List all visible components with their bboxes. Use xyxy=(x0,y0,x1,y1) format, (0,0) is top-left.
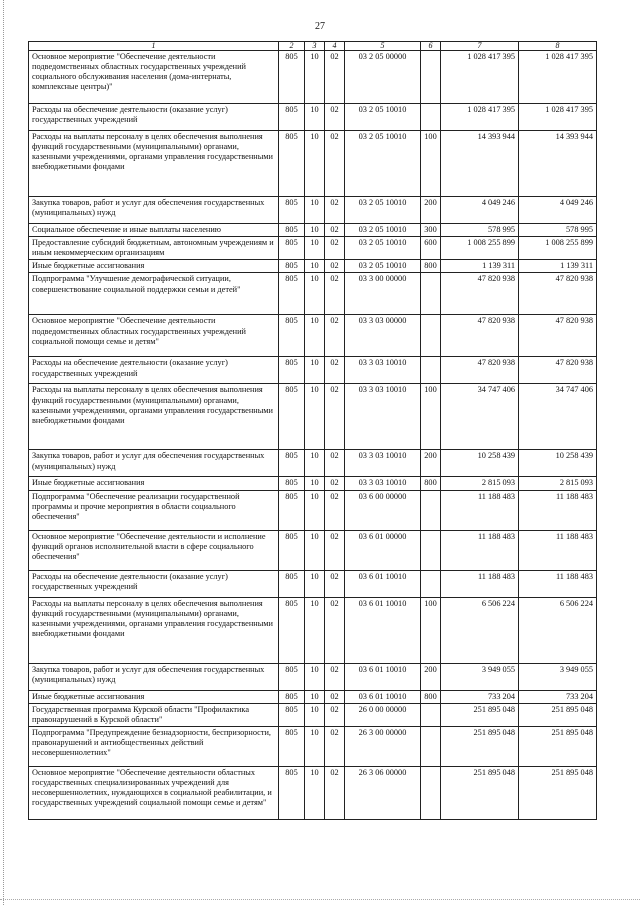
row-grbs: 805 xyxy=(279,357,305,384)
row-section: 10 xyxy=(305,570,325,597)
row-expense-type xyxy=(421,51,441,104)
row-name: Подпрограмма "Обеспечение реализации государственной программы и прочие мероприятия в области социального обеспечения" xyxy=(29,490,279,530)
row-subsection: 02 xyxy=(325,663,345,690)
row-subsection: 02 xyxy=(325,51,345,104)
row-amount-year1: 10 258 439 xyxy=(441,450,519,477)
row-subsection: 02 xyxy=(325,315,345,357)
row-target-article: 26 3 06 00000 xyxy=(345,766,421,819)
column-header: 6 xyxy=(421,42,441,51)
row-target-article: 03 3 03 10010 xyxy=(345,477,421,490)
table-row xyxy=(29,104,597,131)
table-row xyxy=(29,197,597,224)
row-amount-year1: 6 506 224 xyxy=(441,597,519,663)
row-amount-year1: 47 820 938 xyxy=(441,315,519,357)
row-grbs: 805 xyxy=(279,477,305,490)
row-name: Основное мероприятие "Обеспечение деятельности областных государственных специализированных учреждений для несовершеннолетних, нуждающихся в социальной реабилитации, и государственных учреждений социальной помощи семье и детям" xyxy=(29,766,279,819)
row-name: Предоставление субсидий бюджетным, автономным учреждениям и иным некоммерческим организациям xyxy=(29,237,279,260)
row-name: Закупка товаров, работ и услуг для обеспечения государственных (муниципальных) нужд xyxy=(29,663,279,690)
row-name: Социальное обеспечение и иные выплаты населению xyxy=(29,224,279,237)
scan-edge-line xyxy=(3,0,4,905)
row-target-article: 03 2 05 10010 xyxy=(345,104,421,131)
row-amount-year2: 1 028 417 395 xyxy=(519,104,597,131)
row-amount-year2: 733 204 xyxy=(519,690,597,703)
row-section: 10 xyxy=(305,224,325,237)
row-subsection: 02 xyxy=(325,490,345,530)
row-target-article: 03 2 05 10010 xyxy=(345,237,421,260)
row-amount-year2: 10 258 439 xyxy=(519,450,597,477)
row-expense-type xyxy=(421,726,441,766)
table-row xyxy=(29,726,597,766)
row-grbs: 805 xyxy=(279,384,305,450)
row-expense-type: 200 xyxy=(421,450,441,477)
row-expense-type xyxy=(421,570,441,597)
column-header: 5 xyxy=(345,42,421,51)
row-section: 10 xyxy=(305,530,325,570)
row-name: Иные бюджетные ассигнования xyxy=(29,477,279,490)
column-header: 7 xyxy=(441,42,519,51)
row-expense-type: 800 xyxy=(421,690,441,703)
row-target-article: 03 3 03 00000 xyxy=(345,315,421,357)
row-expense-type xyxy=(421,530,441,570)
table-row xyxy=(29,690,597,703)
row-target-article: 03 2 05 00000 xyxy=(345,51,421,104)
row-section: 10 xyxy=(305,450,325,477)
table-row xyxy=(29,597,597,663)
row-grbs: 805 xyxy=(279,597,305,663)
row-target-article: 03 6 00 00000 xyxy=(345,490,421,530)
row-name: Расходы на обеспечение деятельности (оказание услуг) государственных учреждений xyxy=(29,357,279,384)
row-subsection: 02 xyxy=(325,273,345,315)
column-header: 8 xyxy=(519,42,597,51)
row-target-article: 03 2 05 10010 xyxy=(345,131,421,197)
row-name: Подпрограмма "Предупреждение безнадзорности, беспризорности, правонарушений и антиобщественных действий несовершеннолетних" xyxy=(29,726,279,766)
row-name: Расходы на обеспечение деятельности (оказание услуг) государственных учреждений xyxy=(29,570,279,597)
row-amount-year2: 578 995 xyxy=(519,224,597,237)
row-subsection: 02 xyxy=(325,224,345,237)
row-name: Закупка товаров, работ и услуг для обеспечения государственных (муниципальных) нужд xyxy=(29,197,279,224)
row-section: 10 xyxy=(305,490,325,530)
row-grbs: 805 xyxy=(279,237,305,260)
row-grbs: 805 xyxy=(279,315,305,357)
row-name: Иные бюджетные ассигнования xyxy=(29,690,279,703)
row-target-article: 03 6 01 10010 xyxy=(345,663,421,690)
row-section: 10 xyxy=(305,597,325,663)
column-header: 2 xyxy=(279,42,305,51)
table-row xyxy=(29,663,597,690)
row-subsection: 02 xyxy=(325,450,345,477)
row-expense-type: 300 xyxy=(421,224,441,237)
row-grbs: 805 xyxy=(279,197,305,224)
row-amount-year2: 3 949 055 xyxy=(519,663,597,690)
row-amount-year1: 4 049 246 xyxy=(441,197,519,224)
row-section: 10 xyxy=(305,104,325,131)
row-amount-year2: 47 820 938 xyxy=(519,315,597,357)
row-amount-year1: 47 820 938 xyxy=(441,273,519,315)
row-amount-year1: 11 188 483 xyxy=(441,490,519,530)
row-section: 10 xyxy=(305,197,325,224)
row-amount-year2: 2 815 093 xyxy=(519,477,597,490)
row-section: 10 xyxy=(305,51,325,104)
row-subsection: 02 xyxy=(325,690,345,703)
row-section: 10 xyxy=(305,357,325,384)
row-grbs: 805 xyxy=(279,703,305,726)
row-target-article: 03 2 05 10010 xyxy=(345,224,421,237)
row-amount-year1: 3 949 055 xyxy=(441,663,519,690)
row-subsection: 02 xyxy=(325,384,345,450)
row-amount-year2: 34 747 406 xyxy=(519,384,597,450)
row-subsection: 02 xyxy=(325,703,345,726)
row-amount-year1: 251 895 048 xyxy=(441,703,519,726)
row-name: Расходы на выплаты персоналу в целях обеспечения выполнения функций государственными (муниципальными) органами, казенными учреждениями, органами управления государственными внебюджетными фондами xyxy=(29,597,279,663)
table-row xyxy=(29,450,597,477)
row-amount-year2: 1 008 255 899 xyxy=(519,237,597,260)
row-amount-year2: 251 895 048 xyxy=(519,766,597,819)
row-amount-year1: 1 028 417 395 xyxy=(441,104,519,131)
row-amount-year2: 11 188 483 xyxy=(519,570,597,597)
row-target-article: 03 3 03 10010 xyxy=(345,450,421,477)
row-subsection: 02 xyxy=(325,570,345,597)
row-subsection: 02 xyxy=(325,766,345,819)
row-expense-type xyxy=(421,273,441,315)
row-amount-year2: 11 188 483 xyxy=(519,490,597,530)
row-grbs: 805 xyxy=(279,726,305,766)
row-amount-year1: 14 393 944 xyxy=(441,131,519,197)
row-grbs: 805 xyxy=(279,690,305,703)
row-section: 10 xyxy=(305,766,325,819)
row-amount-year2: 251 895 048 xyxy=(519,703,597,726)
table-row xyxy=(29,260,597,273)
column-header: 1 xyxy=(29,42,279,51)
row-amount-year2: 1 139 311 xyxy=(519,260,597,273)
row-amount-year1: 11 188 483 xyxy=(441,570,519,597)
table-row xyxy=(29,237,597,260)
row-amount-year1: 1 008 255 899 xyxy=(441,237,519,260)
row-subsection: 02 xyxy=(325,530,345,570)
row-target-article: 03 6 01 10010 xyxy=(345,570,421,597)
table-row xyxy=(29,131,597,197)
row-expense-type xyxy=(421,703,441,726)
row-section: 10 xyxy=(305,315,325,357)
row-name: Расходы на обеспечение деятельности (оказание услуг) государственных учреждений xyxy=(29,104,279,131)
row-expense-type: 800 xyxy=(421,260,441,273)
row-subsection: 02 xyxy=(325,197,345,224)
row-amount-year1: 251 895 048 xyxy=(441,726,519,766)
row-subsection: 02 xyxy=(325,131,345,197)
row-expense-type xyxy=(421,315,441,357)
table-row xyxy=(29,357,597,384)
row-expense-type: 800 xyxy=(421,477,441,490)
row-target-article: 03 3 03 10010 xyxy=(345,357,421,384)
row-expense-type xyxy=(421,766,441,819)
row-target-article: 26 0 00 00000 xyxy=(345,703,421,726)
row-grbs: 805 xyxy=(279,450,305,477)
row-name: Государственная программа Курской области "Профилактика правонарушений в Курской области" xyxy=(29,703,279,726)
row-grbs: 805 xyxy=(279,131,305,197)
row-amount-year1: 578 995 xyxy=(441,224,519,237)
row-grbs: 805 xyxy=(279,51,305,104)
row-name: Закупка товаров, работ и услуг для обеспечения государственных (муниципальных) нужд xyxy=(29,450,279,477)
budget-table xyxy=(28,41,597,820)
row-section: 10 xyxy=(305,690,325,703)
row-expense-type: 100 xyxy=(421,384,441,450)
row-name: Иные бюджетные ассигнования xyxy=(29,260,279,273)
row-section: 10 xyxy=(305,260,325,273)
row-expense-type xyxy=(421,104,441,131)
table-row xyxy=(29,530,597,570)
row-subsection: 02 xyxy=(325,104,345,131)
row-section: 10 xyxy=(305,703,325,726)
row-grbs: 805 xyxy=(279,224,305,237)
row-target-article: 03 2 05 10010 xyxy=(345,197,421,224)
row-target-article: 03 6 01 00000 xyxy=(345,530,421,570)
row-grbs: 805 xyxy=(279,570,305,597)
row-name: Основное мероприятие "Обеспечение деятельности подведомственных областных государственных учреждений социальной помощи семье и детям" xyxy=(29,315,279,357)
table-row xyxy=(29,703,597,726)
row-target-article: 03 6 01 10010 xyxy=(345,597,421,663)
row-expense-type: 200 xyxy=(421,197,441,224)
row-subsection: 02 xyxy=(325,477,345,490)
row-expense-type: 100 xyxy=(421,131,441,197)
row-grbs: 805 xyxy=(279,260,305,273)
row-grbs: 805 xyxy=(279,663,305,690)
row-amount-year1: 11 188 483 xyxy=(441,530,519,570)
row-subsection: 02 xyxy=(325,726,345,766)
row-grbs: 805 xyxy=(279,530,305,570)
row-subsection: 02 xyxy=(325,237,345,260)
row-amount-year2: 11 188 483 xyxy=(519,530,597,570)
table-row xyxy=(29,490,597,530)
row-section: 10 xyxy=(305,477,325,490)
row-amount-year1: 47 820 938 xyxy=(441,357,519,384)
row-target-article: 03 3 03 10010 xyxy=(345,384,421,450)
row-name: Расходы на выплаты персоналу в целях обеспечения выполнения функций государственными (муниципальными) органами, казенными учреждениями, органами управления государственными внебюджетными фондами xyxy=(29,131,279,197)
row-amount-year1: 733 204 xyxy=(441,690,519,703)
row-target-article: 03 6 01 10010 xyxy=(345,690,421,703)
row-expense-type: 600 xyxy=(421,237,441,260)
table-row xyxy=(29,224,597,237)
row-target-article: 03 3 00 00000 xyxy=(345,273,421,315)
row-amount-year2: 47 820 938 xyxy=(519,273,597,315)
row-subsection: 02 xyxy=(325,260,345,273)
row-grbs: 805 xyxy=(279,766,305,819)
table-row xyxy=(29,273,597,315)
row-amount-year1: 1 028 417 395 xyxy=(441,51,519,104)
row-amount-year2: 1 028 417 395 xyxy=(519,51,597,104)
row-subsection: 02 xyxy=(325,357,345,384)
table-row xyxy=(29,570,597,597)
column-header: 4 xyxy=(325,42,345,51)
table-row xyxy=(29,477,597,490)
row-target-article: 03 2 05 10010 xyxy=(345,260,421,273)
column-header: 3 xyxy=(305,42,325,51)
page-number: 27 xyxy=(315,21,325,32)
row-amount-year2: 6 506 224 xyxy=(519,597,597,663)
row-amount-year1: 2 815 093 xyxy=(441,477,519,490)
row-subsection: 02 xyxy=(325,597,345,663)
row-expense-type: 200 xyxy=(421,663,441,690)
table-row xyxy=(29,51,597,104)
scan-bottom-line xyxy=(0,899,640,900)
row-amount-year2: 4 049 246 xyxy=(519,197,597,224)
row-grbs: 805 xyxy=(279,104,305,131)
row-grbs: 805 xyxy=(279,273,305,315)
row-name: Расходы на выплаты персоналу в целях обеспечения выполнения функций государственными (муниципальными) органами, казенными учреждениями, органами управления государственными внебюджетными фондами xyxy=(29,384,279,450)
row-section: 10 xyxy=(305,273,325,315)
row-amount-year1: 1 139 311 xyxy=(441,260,519,273)
table-row xyxy=(29,384,597,450)
row-section: 10 xyxy=(305,726,325,766)
row-amount-year2: 47 820 938 xyxy=(519,357,597,384)
row-target-article: 26 3 00 00000 xyxy=(345,726,421,766)
row-amount-year1: 34 747 406 xyxy=(441,384,519,450)
row-grbs: 805 xyxy=(279,490,305,530)
row-name: Подпрограмма "Улучшение демографической ситуации, совершенствование социальной поддержки семьи и детей" xyxy=(29,273,279,315)
row-expense-type: 100 xyxy=(421,597,441,663)
row-expense-type xyxy=(421,357,441,384)
row-section: 10 xyxy=(305,131,325,197)
row-amount-year2: 251 895 048 xyxy=(519,726,597,766)
row-section: 10 xyxy=(305,384,325,450)
column-number-row xyxy=(29,42,597,51)
row-amount-year2: 14 393 944 xyxy=(519,131,597,197)
row-amount-year1: 251 895 048 xyxy=(441,766,519,819)
row-section: 10 xyxy=(305,663,325,690)
row-name: Основное мероприятие "Обеспечение деятельности и исполнение функций органов исполнительной власти в сфере социального обеспечения" xyxy=(29,530,279,570)
row-name: Основное мероприятие "Обеспечение деятельности подведомственных областных государственных учреждений социального обслуживания населения (дома-интернаты, комплексные центры)" xyxy=(29,51,279,104)
row-expense-type xyxy=(421,490,441,530)
row-section: 10 xyxy=(305,237,325,260)
table-row xyxy=(29,315,597,357)
table-row xyxy=(29,766,597,819)
